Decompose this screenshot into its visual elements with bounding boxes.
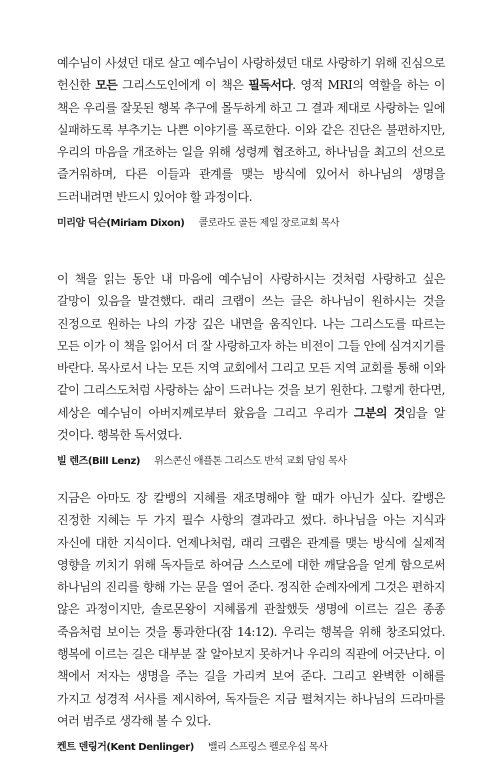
emphasis-all: 모든	[95, 78, 118, 93]
author-name: 미리암 딕슨(Miriam Dixon)	[57, 218, 185, 230]
emphasis-his: 그분의 것	[353, 405, 405, 420]
author-role: 콜로라도 골든 제일 장로교회 목사	[198, 218, 340, 230]
author-role: 밸리 스프링스 펠로우십 목사	[207, 742, 328, 754]
emphasis-must-read: 필독서다	[248, 78, 293, 93]
endorsement-signature	[57, 214, 445, 229]
author-name: 빌 렌즈(Bill Lenz)	[57, 456, 141, 468]
author-role: 위스콘신 애플톤 그리스도 반석 교회 담임 목사	[154, 456, 347, 468]
endorsement-signature	[57, 452, 445, 467]
endorsement-text: 지금은 아마도 장 칼뱅의 지혜를 재조명해야 할 때가 아닌가 싶다. 칼뱅은 진정한 지혜는 두 가지 필수 사항의 결과라고 썼다. 하나님을 아는 지식과 자신에 대한 지식이다. 언제나처럼, 래리 크랩은 관계를 맺는 방식에 실제적 영향을 끼치기 위해 독자들로 하여금 스스로에 대한 깨달음을 얻게 함으로써 하나님의 진리를 향해 가는 문을 열어 준다. 정직한 순례자에게 그것은 편하지 않은 과정이지만, 솔로몬왕이 지혜롭게 관찰했듯 생명에 이르는 길은 종종 죽음처럼 보이는 것을 통과한다(잠 14:12). 우리는 행복을 위해 창조되었다. 행복에 이르는 길은 대부분 잘 알아보지 못하거나 우리의 직관에 어긋난다. 이 책에서 저자는 생명을 주는 길을 가리켜 보여 준다. 그리고 완벽한 이해를 가지고 성경적 서사를 제시하여, 독자들은 지금 펼쳐지는 하나님의 드라마를 여러 범주로 생각해 볼 수 있다.	[57, 491, 445, 728]
endorsement-signature	[57, 738, 445, 753]
endorsement-lenz	[57, 268, 445, 467]
endorsement-denlinger	[57, 487, 445, 753]
author-name: 켄트 덴링거(Kent Denlinger)	[57, 742, 194, 754]
endorsement-dixon	[57, 52, 445, 229]
endorsement-text: 예수님이 사셨던 대로 살고 예수님이 사랑하셨던 대로 사랑하기 위해 진심으로 헌신한 모든 그리스도인에게 이 책은 필독서다. 영적 MRI의 역할을 하는 이 책은 우리를 잘못된 행복 추구에 몰두하게 하고 그 결과 제대로 사랑하는 일에 실패하도록 부추기는 나쁜 이야기를 폭로한다. 이와 같은 진단은 불편하지만, 우리의 마음을 개조하는 일을 위해 성령께 협조하고, 하나님을 최고의 선으로 즐거워하며, 다른 이들과 관계를 맺는 방식에 있어서 하나님의 생명을 드러내려면 반드시 있어야 할 과정이다.	[57, 56, 445, 204]
endorsement-text: 이 책을 읽는 동안 내 마음에 예수님이 사랑하시는 것처럼 사랑하고 싶은 갈망이 있음을 발견했다. 래리 크랩이 쓰는 글은 하나님이 원하시는 것을 진정으로 원하는 나의 가장 깊은 내면을 움직인다. 나는 그리스도를 따르는 모든 이가 이 책을 읽어서 더 잘 사랑하고자 하는 비전이 그들 안에 심겨지기를 바란다. 목사로서 나는 모든 지역 교회에서 그리고 모든 지역 교회를 통해 이와 같이 그리스도처럼 사랑하는 삶이 드러나는 것을 보기 원한다. 그렇게 한다면, 세상은 예수님이 아버지께로부터 왔음을 그리고 우리가 그분의 것임을 알 것이다. 행복한 독서였다.	[57, 272, 446, 443]
